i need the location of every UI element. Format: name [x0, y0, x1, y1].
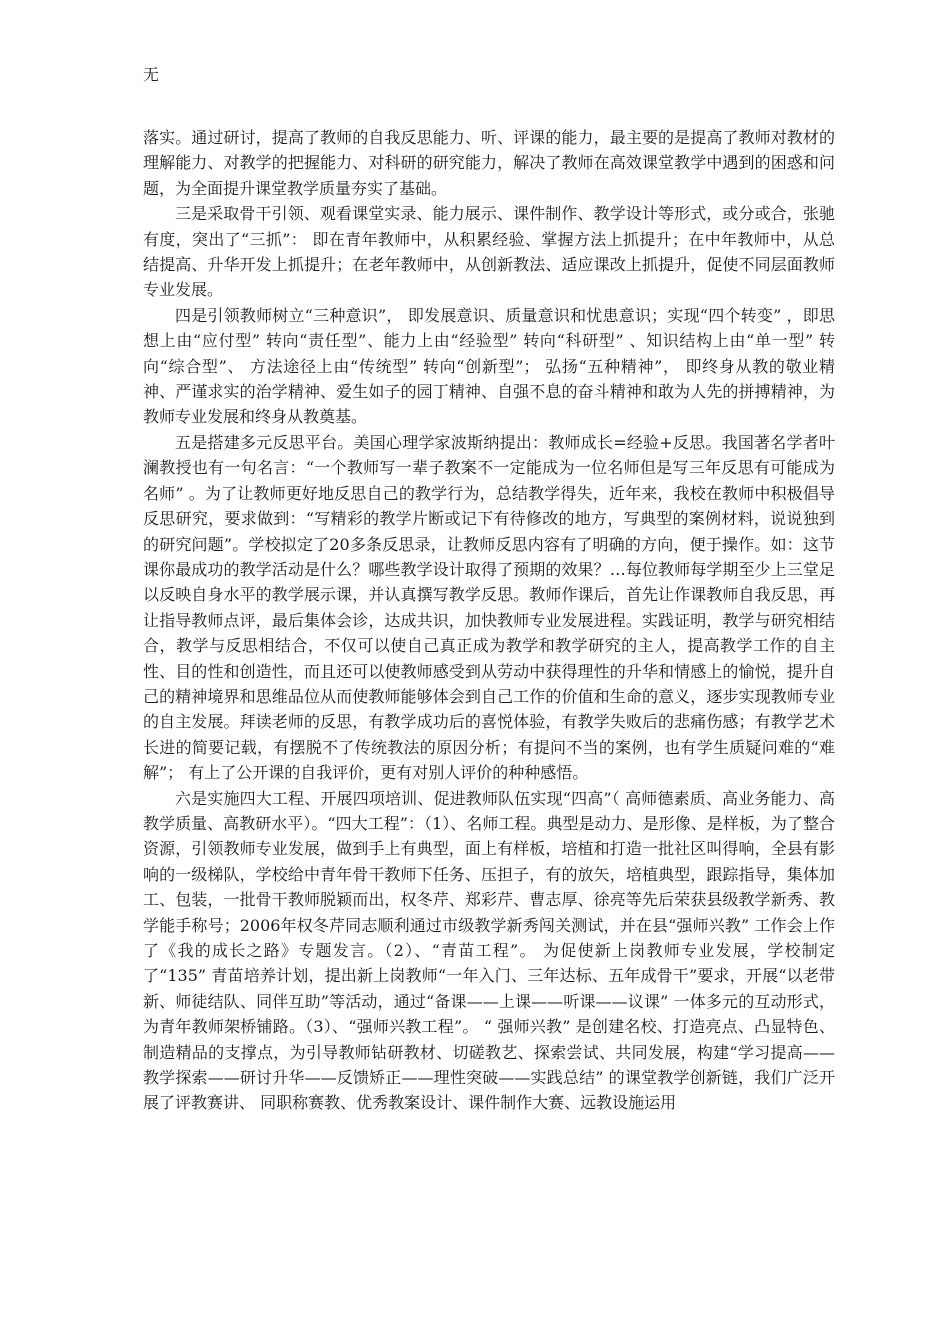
paragraph-continuation: 落实。通过研讨，提高了教师的自我反思能力、听、评课的能力，最主要的是提高了教师对教材的理解能力、对教学的把握能力、对科研的研究能力，解决了教师在高效课堂教学中遇到的困惑和问题，为全面提升课堂教学质量夯实了基础。 [143, 128, 835, 198]
paragraph-six: 六是实施四大工程、开展四项培训、促进教师队伍实现“四高”（ 高师德素质、高业务能力、高教学质量、高教研水平）。“四大工程”：（1）、名师工程。典型是动力、是形像、是样板，为了整合资源，引领教师专业发展，做到手上有典型，面上有样板，培植和打造一批社区叫得响，全县有影响的一级梯队，学校给中青年骨干教师下任务、压担子，有的放矢，培植典型，跟踪指导，集体加工、包装，一批骨干教师脱颖而出，权冬芹、郑彩芹、曹志厚、徐亮等先后荣获县级教学新秀、教学能手称号；2006年权冬芹同志顺利通过市级教学新秀闯关测试，并在县“强师兴教” 工作会上作了《我的成长之路》专题发言。（2）、“青苗工程”。 为促使新上岗教师专业发展，学校制定了“135” 青苗培养计划，提出新上岗教师“一年入门、三年达标、五年成骨干”要求，开展“以老带新、师徒结队、同伴互助”等活动，通过“备课——上课——听课——议课” 一体多元的互动形式，为青年教师架桥铺路。（3）、“强师兴教工程”。 “ 强师兴教” 是创建名校、打造亮点、凸显特色、制造精品的支撑点，为引导教师钻研教材、切磋教艺、探索尝试、共同发展，构建“学习提高——教学探索——研讨升华——反馈矫正——理性突破——实践总结” 的课堂教学创新链，我们广泛开展了评教赛讲、 同职称赛教、优秀教案设计、课件制作大赛、远教设施运用 [143, 788, 835, 1113]
paragraph-five: 五是搭建多元反思平台。美国心理学家波斯纳提出：教师成长=经验+反思。我国著名学者叶澜教授也有一句名言：“一个教师写一辈子教案不一定能成为一位名师但是写三年反思有可能成为名师” 。为了让教师更好地反思自己的教学行为，总结教学得失，近年来，我校在教师中积极倡导反思研究，要求做到：“写精彩的教学片断或记下有待修改的地方，写典型的案例材料，说说独到的研究问题”。学校拟定了20多条反思录，让教师反思内容有了明确的方向，便于操作。如：这节课你最成功的教学活动是什么？哪些教学设计取得了预期的效果？…每位教师每学期至少上三堂足以反映自身水平的教学展示课，并认真撰写教学反思。教师作课后，首先让作课教师自我反思，再让指导教师点评，最后集体会诊，达成共识，加快教师专业发展进程。实践证明，教学与研究相结合，教学与反思相结合，不仅可以使自己真正成为教学和教学研究的主人，提高教学工作的自主性、目的性和创造性，而且还可以使教师感受到从劳动中获得理性的升华和情感上的愉悦，提升自己的精神境界和思维品位从而使教师能够体会到自己工作的价值和生命的意义，逐步实现教师专业的自主发展。拜读老师的反思，有教学成功后的喜悦体验，有教学失败后的悲痛伤感；有教学艺术长进的简要记载，有摆脱不了传统教法的原因分析；有提问不当的案例，也有学生质疑问难的“难解”； 有上了公开课的自我评价，更有对别人评价的种种感悟。 [143, 432, 835, 783]
document-body [143, 125, 835, 1116]
paragraph-three: 三是采取骨干引领、观看课堂实录、能力展示、课件制作、教学设计等形式，或分或合，张驰有度，突出了“三抓”： 即在青年教师中，从积累经验、掌握方法上抓提升；在中年教师中，从总结提高、升华开发上抓提升；在老年教师中，从创新教法、适应课改上抓提升，促使不同层面教师专业发展。 [143, 204, 835, 300]
page-header: 无 [143, 65, 160, 84]
paragraph-four: 四是引领教师树立“三种意识”， 即发展意识、质量意识和忧患意识；实现“四个转变” ，即思想上由“应付型” 转向“责任型”、能力上由“经验型” 转向“科研型” 、知识结构上由“单一型” 转向“综合型”、 方法途径上由“传统型” 转向“创新型”； 弘扬“五种精神”， 即终身从教的敬业精神、严谨求实的治学精神、爱生如子的园丁精神、自强不息的奋斗精神和敢为人先的拼搏精神，为教师专业发展和终身从教奠基。 [143, 305, 835, 427]
